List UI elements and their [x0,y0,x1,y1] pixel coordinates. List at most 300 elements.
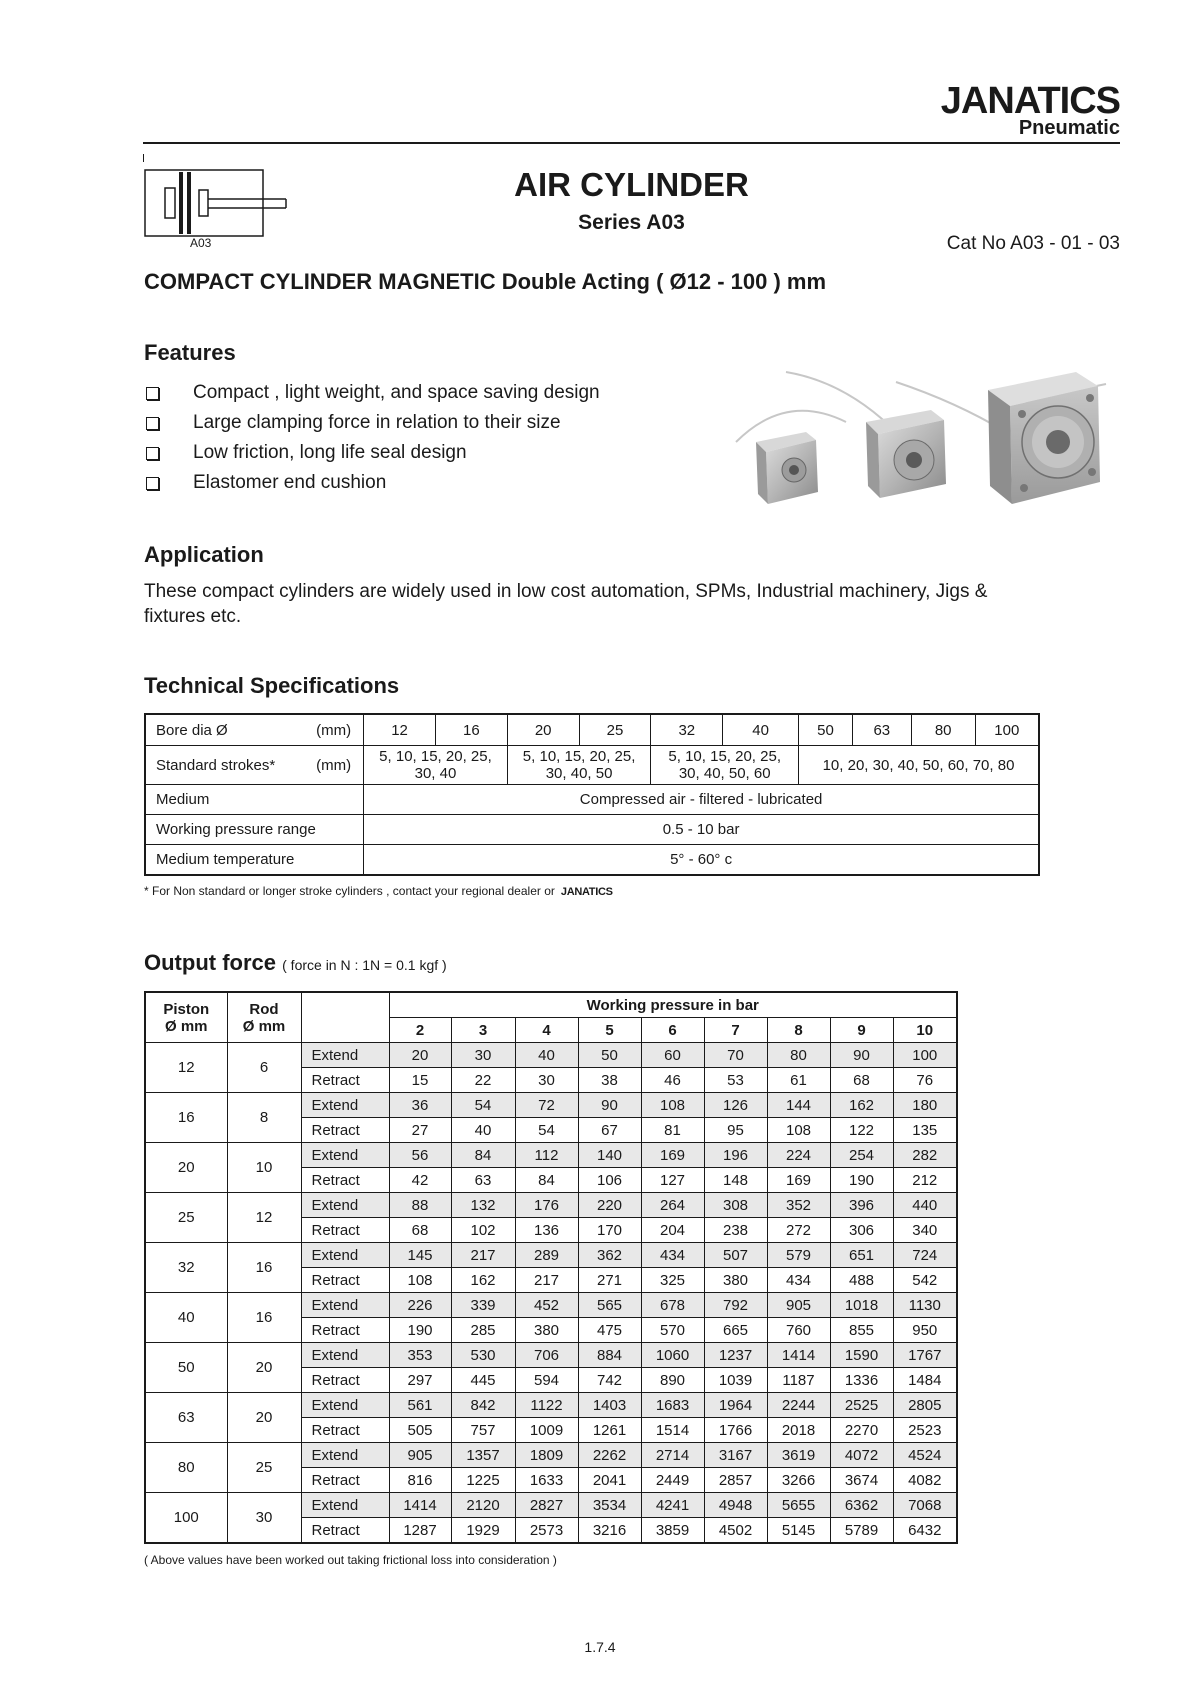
retract-force-value: 570 [641,1318,704,1343]
table-row [145,1093,957,1118]
extend-force-value: 905 [767,1293,830,1318]
pressure-column-header: 8 [767,1018,830,1043]
retract-force-value: 148 [704,1168,767,1193]
piston-diameter: 32 [145,1243,227,1293]
retract-force-value: 1336 [830,1368,893,1393]
extend-force-value: 1237 [704,1343,767,1368]
extend-label: Extend [301,1493,389,1518]
strokes-value [364,746,508,785]
table-row [145,714,1039,746]
extend-force-value: 353 [389,1343,451,1368]
retract-force-value: 190 [389,1318,451,1343]
bore-value: 12 [364,714,436,746]
extend-force-value: 126 [704,1093,767,1118]
extend-force-value: 4241 [641,1493,704,1518]
piston-diameter: 16 [145,1093,227,1143]
retract-force-value: 5789 [830,1518,893,1544]
output-force-footnote: ( Above values have been worked out taking frictional loss into consideration ) [144,1553,557,1567]
strokes-line: 5, 10, 15, 20, 25, [668,748,781,765]
spec-footnote-brand: JANATICS [560,886,613,898]
table-header-row [145,992,957,1018]
output-force-heading [144,950,447,976]
retract-force-value: 890 [641,1368,704,1393]
brand-name: JANATICS [940,80,1120,122]
extend-label: Extend [301,1243,389,1268]
extend-force-value: 7068 [893,1493,957,1518]
extend-force-value: 434 [641,1243,704,1268]
retract-force-value: 108 [389,1268,451,1293]
extend-force-value: 226 [389,1293,451,1318]
rod-diameter: 25 [227,1443,301,1493]
bore-value: 50 [799,714,853,746]
extend-label: Extend [301,1443,389,1468]
retract-force-value: 4082 [893,1468,957,1493]
pressure-column-header: 2 [389,1018,451,1043]
retract-force-value: 61 [767,1068,830,1093]
medium-label: Medium [145,785,364,815]
strokes-value [651,746,799,785]
extend-force-value: 72 [515,1093,578,1118]
retract-force-value: 38 [578,1068,641,1093]
strokes-line: 30, 40, 50 [545,765,613,782]
extend-label: Extend [301,1093,389,1118]
catalog-number: Cat No A03 - 01 - 03 [946,233,1120,254]
retract-force-value: 1187 [767,1368,830,1393]
extend-force-value: 84 [451,1143,515,1168]
series-label: Series A03 [578,211,685,234]
extend-force-value: 2525 [830,1393,893,1418]
bore-value: 16 [435,714,507,746]
retract-force-value: 81 [641,1118,704,1143]
extend-force-value: 1414 [767,1343,830,1368]
extend-label: Extend [301,1393,389,1418]
retract-force-value: 1929 [451,1518,515,1544]
extend-force-value: 90 [578,1093,641,1118]
table-row [145,785,1039,815]
retract-force-value: 760 [767,1318,830,1343]
strokes-line: 5, 10, 15, 20, 25, [379,748,492,765]
extend-force-value: 440 [893,1193,957,1218]
extend-force-value: 452 [515,1293,578,1318]
piston-diameter: 20 [145,1143,227,1193]
retract-force-value: 3266 [767,1468,830,1493]
extend-force-value: 4948 [704,1493,767,1518]
extend-force-value: 308 [704,1193,767,1218]
retract-force-value: 76 [893,1068,957,1093]
extend-force-value: 88 [389,1193,451,1218]
application-text: These compact cylinders are widely used in low cost automation, SPMs, Industrial machinery, Jigs & fixtures etc. [144,581,988,627]
bore-value: 20 [507,714,579,746]
retract-force-value: 380 [704,1268,767,1293]
feature-text: Low friction, long life seal design [193,442,467,463]
retract-force-value: 816 [389,1468,451,1493]
pressure-column-header: 3 [451,1018,515,1043]
retract-force-value: 169 [767,1168,830,1193]
extend-label: Extend [301,1343,389,1368]
extend-force-value: 6362 [830,1493,893,1518]
extend-force-value: 220 [578,1193,641,1218]
extend-force-value: 5655 [767,1493,830,1518]
extend-force-value: 90 [830,1043,893,1068]
retract-force-value: 63 [451,1168,515,1193]
rod-diameter: 6 [227,1043,301,1093]
table-row [145,845,1039,876]
retract-force-value: 271 [578,1268,641,1293]
retract-label: Retract [301,1468,389,1493]
table-row [145,1443,957,1468]
extend-label: Extend [301,1293,389,1318]
bore-value: 25 [579,714,651,746]
piston-diameter: 40 [145,1293,227,1343]
retract-force-value: 950 [893,1318,957,1343]
bore-value: 80 [911,714,975,746]
extend-force-value: 36 [389,1093,451,1118]
bore-label: Bore dia Ø [156,721,228,739]
extend-force-value: 1130 [893,1293,957,1318]
retract-force-value: 54 [515,1118,578,1143]
extend-force-value: 3619 [767,1443,830,1468]
retract-label: Retract [301,1418,389,1443]
checkbox-bullet-icon [146,447,159,460]
retract-force-value: 67 [578,1118,641,1143]
medium-value: Compressed air - filtered - lubricated [364,785,1039,815]
extend-force-value: 1414 [389,1493,451,1518]
extend-force-value: 1018 [830,1293,893,1318]
brand-logo [941,82,1120,138]
retract-force-value: 162 [451,1268,515,1293]
retract-force-value: 2018 [767,1418,830,1443]
retract-force-value: 2573 [515,1518,578,1544]
header-rule [143,142,1120,144]
retract-force-value: 212 [893,1168,957,1193]
pressure-label: Working pressure range [145,815,364,845]
feature-text: Compact , light weight, and space saving design [193,382,600,403]
pressure-column-header: 10 [893,1018,957,1043]
checkbox-bullet-icon [146,477,159,490]
pressure-value: 0.5 - 10 bar [364,815,1039,845]
retract-force-value: 6432 [893,1518,957,1544]
tech-spec-heading: Technical Specifications [144,673,400,698]
extend-force-value: 561 [389,1393,451,1418]
list-item [144,468,600,498]
extend-force-value: 905 [389,1443,451,1468]
extend-force-value: 565 [578,1293,641,1318]
rod-diameter: 30 [227,1493,301,1544]
extend-force-value: 724 [893,1243,957,1268]
rod-header [227,992,301,1043]
spec-footnote-text: * For Non standard or longer stroke cylinders , contact your regional dealer or [144,884,555,898]
extend-force-value: 1964 [704,1393,767,1418]
retract-force-value: 3859 [641,1518,704,1544]
extend-force-value: 1403 [578,1393,641,1418]
piston-header-line: Piston [163,1000,210,1018]
product-photo [726,362,1118,512]
extend-force-value: 362 [578,1243,641,1268]
pressure-column-header: 9 [830,1018,893,1043]
extend-force-value: 678 [641,1293,704,1318]
extend-force-value: 145 [389,1243,451,1268]
extend-label: Extend [301,1043,389,1068]
strokes-value: 10, 20, 30, 40, 50, 60, 70, 80 [799,746,1039,785]
retract-force-value: 1484 [893,1368,957,1393]
retract-force-value: 488 [830,1268,893,1293]
retract-force-value: 1039 [704,1368,767,1393]
table-row [145,1493,957,1518]
extend-force-value: 176 [515,1193,578,1218]
retract-force-value: 272 [767,1218,830,1243]
bore-unit: (mm) [316,721,352,739]
table-row [145,1293,957,1318]
table-row [145,1043,957,1068]
extend-force-value: 169 [641,1143,704,1168]
extend-force-value: 579 [767,1243,830,1268]
extend-force-value: 224 [767,1143,830,1168]
extend-force-value: 1767 [893,1343,957,1368]
bore-value: 32 [651,714,723,746]
retract-force-value: 306 [830,1218,893,1243]
extend-force-value: 20 [389,1043,451,1068]
extend-force-value: 196 [704,1143,767,1168]
extend-force-value: 842 [451,1393,515,1418]
retract-force-value: 68 [830,1068,893,1093]
retract-force-value: 217 [515,1268,578,1293]
strokes-label-cell [145,746,364,785]
extend-force-value: 792 [704,1293,767,1318]
retract-force-value: 4502 [704,1518,767,1544]
retract-force-value: 2523 [893,1418,957,1443]
strokes-value [507,746,651,785]
strokes-line: 5, 10, 15, 20, 25, [522,748,636,765]
features-list [144,378,600,498]
retract-label: Retract [301,1118,389,1143]
retract-force-value: 136 [515,1218,578,1243]
extend-force-value: 884 [578,1343,641,1368]
retract-force-value: 30 [515,1068,578,1093]
retract-force-value: 297 [389,1368,451,1393]
retract-force-value: 40 [451,1118,515,1143]
tech-spec-table [144,713,1040,876]
piston-header [145,992,227,1043]
application-heading: Application [144,542,264,567]
strokes-line: 30, 40, 50, 60 [678,765,771,782]
piston-diameter: 100 [145,1493,227,1544]
extend-force-value: 507 [704,1243,767,1268]
rod-diameter: 16 [227,1243,301,1293]
output-force-title: Output force [144,950,276,975]
strokes-unit: (mm) [316,756,352,774]
retract-force-value: 742 [578,1368,641,1393]
table-row [145,746,1039,785]
extend-force-value: 352 [767,1193,830,1218]
extend-force-value: 2827 [515,1493,578,1518]
rod-diameter: 20 [227,1343,301,1393]
rod-diameter: 8 [227,1093,301,1143]
extend-force-value: 108 [641,1093,704,1118]
extend-force-value: 1590 [830,1343,893,1368]
extend-force-value: 140 [578,1143,641,1168]
retract-label: Retract [301,1368,389,1393]
table-row [145,1243,957,1268]
retract-force-value: 42 [389,1168,451,1193]
bore-value: 40 [723,714,799,746]
output-force-table [144,991,958,1544]
extend-force-value: 70 [704,1043,767,1068]
retract-force-value: 204 [641,1218,704,1243]
retract-force-value: 5145 [767,1518,830,1544]
retract-force-value: 127 [641,1168,704,1193]
action-header [301,992,389,1043]
product-subtitle: COMPACT CYLINDER MAGNETIC Double Acting ( Ø12 - 100 ) mm [144,269,827,294]
pressure-column-header: 7 [704,1018,767,1043]
extend-force-value: 2714 [641,1443,704,1468]
retract-force-value: 1633 [515,1468,578,1493]
list-item [144,408,600,438]
retract-force-value: 434 [767,1268,830,1293]
rod-header-line: Rod [249,1000,279,1018]
retract-force-value: 15 [389,1068,451,1093]
extend-force-value: 651 [830,1243,893,1268]
extend-force-value: 162 [830,1093,893,1118]
retract-force-value: 542 [893,1268,957,1293]
retract-force-value: 102 [451,1218,515,1243]
extend-label: Extend [301,1193,389,1218]
rod-diameter: 16 [227,1293,301,1343]
temperature-label: Medium temperature [145,845,364,876]
extend-force-value: 289 [515,1243,578,1268]
extend-force-value: 132 [451,1193,515,1218]
piston-diameter: 80 [145,1443,227,1493]
table-row [145,1393,957,1418]
output-force-unit-note: ( force in N : 1N = 0.1 kgf ) [282,957,447,973]
retract-force-value: 2041 [578,1468,641,1493]
retract-force-value: 106 [578,1168,641,1193]
retract-force-value: 3216 [578,1518,641,1544]
page-title: AIR CYLINDER [514,166,749,203]
piston-diameter: 63 [145,1393,227,1443]
retract-force-value: 2857 [704,1468,767,1493]
retract-force-value: 53 [704,1068,767,1093]
extend-force-value: 217 [451,1243,515,1268]
pressure-column-header: 4 [515,1018,578,1043]
retract-force-value: 325 [641,1268,704,1293]
extend-force-value: 1357 [451,1443,515,1468]
retract-force-value: 1287 [389,1518,451,1544]
extend-force-value: 30 [451,1043,515,1068]
extend-force-value: 2262 [578,1443,641,1468]
retract-force-value: 380 [515,1318,578,1343]
list-item [144,438,600,468]
retract-force-value: 1766 [704,1418,767,1443]
retract-label: Retract [301,1518,389,1544]
retract-force-value: 68 [389,1218,451,1243]
extend-force-value: 50 [578,1043,641,1068]
retract-force-value: 340 [893,1218,957,1243]
strokes-label: Standard strokes* [156,756,276,774]
rod-diameter: 20 [227,1393,301,1443]
extend-force-value: 282 [893,1143,957,1168]
retract-force-value: 170 [578,1218,641,1243]
retract-label: Retract [301,1168,389,1193]
extend-force-value: 1060 [641,1343,704,1368]
retract-force-value: 122 [830,1118,893,1143]
retract-force-value: 1009 [515,1418,578,1443]
rod-diameter: 10 [227,1143,301,1193]
extend-force-value: 112 [515,1143,578,1168]
page-number: 1.7.4 [584,1639,616,1655]
retract-label: Retract [301,1218,389,1243]
extend-force-value: 180 [893,1093,957,1118]
extend-force-value: 80 [767,1043,830,1068]
pressure-column-header: 5 [578,1018,641,1043]
checkbox-bullet-icon [146,417,159,430]
extend-force-value: 4524 [893,1443,957,1468]
extend-force-value: 1122 [515,1393,578,1418]
bore-value: 63 [852,714,911,746]
extend-force-value: 144 [767,1093,830,1118]
retract-force-value: 475 [578,1318,641,1343]
retract-label: Retract [301,1068,389,1093]
retract-force-value: 190 [830,1168,893,1193]
pressure-header: Working pressure in bar [389,992,957,1018]
extend-force-value: 56 [389,1143,451,1168]
extend-force-value: 254 [830,1143,893,1168]
retract-force-value: 238 [704,1218,767,1243]
checkbox-bullet-icon [146,387,159,400]
extend-force-value: 339 [451,1293,515,1318]
retract-force-value: 2449 [641,1468,704,1493]
extend-force-value: 706 [515,1343,578,1368]
rod-diameter: 12 [227,1193,301,1243]
temperature-value: 5° - 60° c [364,845,1039,876]
retract-force-value: 594 [515,1368,578,1393]
retract-force-value: 1225 [451,1468,515,1493]
list-item [144,378,600,408]
retract-force-value: 505 [389,1418,451,1443]
retract-force-value: 757 [451,1418,515,1443]
table-row [145,1343,957,1368]
brand-subtitle: Pneumatic [1018,117,1120,139]
retract-force-value: 46 [641,1068,704,1093]
extend-force-value: 396 [830,1193,893,1218]
symbol-label: A03 [190,236,212,250]
extend-force-value: 2805 [893,1393,957,1418]
table-row [145,1193,957,1218]
features-heading: Features [144,340,236,365]
retract-force-value: 665 [704,1318,767,1343]
extend-force-value: 3167 [704,1443,767,1468]
retract-force-value: 855 [830,1318,893,1343]
retract-force-value: 108 [767,1118,830,1143]
table-row [145,815,1039,845]
extend-force-value: 2120 [451,1493,515,1518]
extend-force-value: 1809 [515,1443,578,1468]
piston-diameter: 50 [145,1343,227,1393]
retract-force-value: 3674 [830,1468,893,1493]
retract-force-value: 84 [515,1168,578,1193]
piston-diameter: 12 [145,1043,227,1093]
retract-force-value: 22 [451,1068,515,1093]
table-row [145,1143,957,1168]
extend-label: Extend [301,1143,389,1168]
extend-force-value: 530 [451,1343,515,1368]
extend-force-value: 40 [515,1043,578,1068]
spec-footnote [144,884,613,898]
feature-text: Elastomer end cushion [193,472,387,493]
extend-force-value: 54 [451,1093,515,1118]
retract-force-value: 445 [451,1368,515,1393]
piston-header-line: Ø mm [164,1017,208,1035]
extend-force-value: 3534 [578,1493,641,1518]
